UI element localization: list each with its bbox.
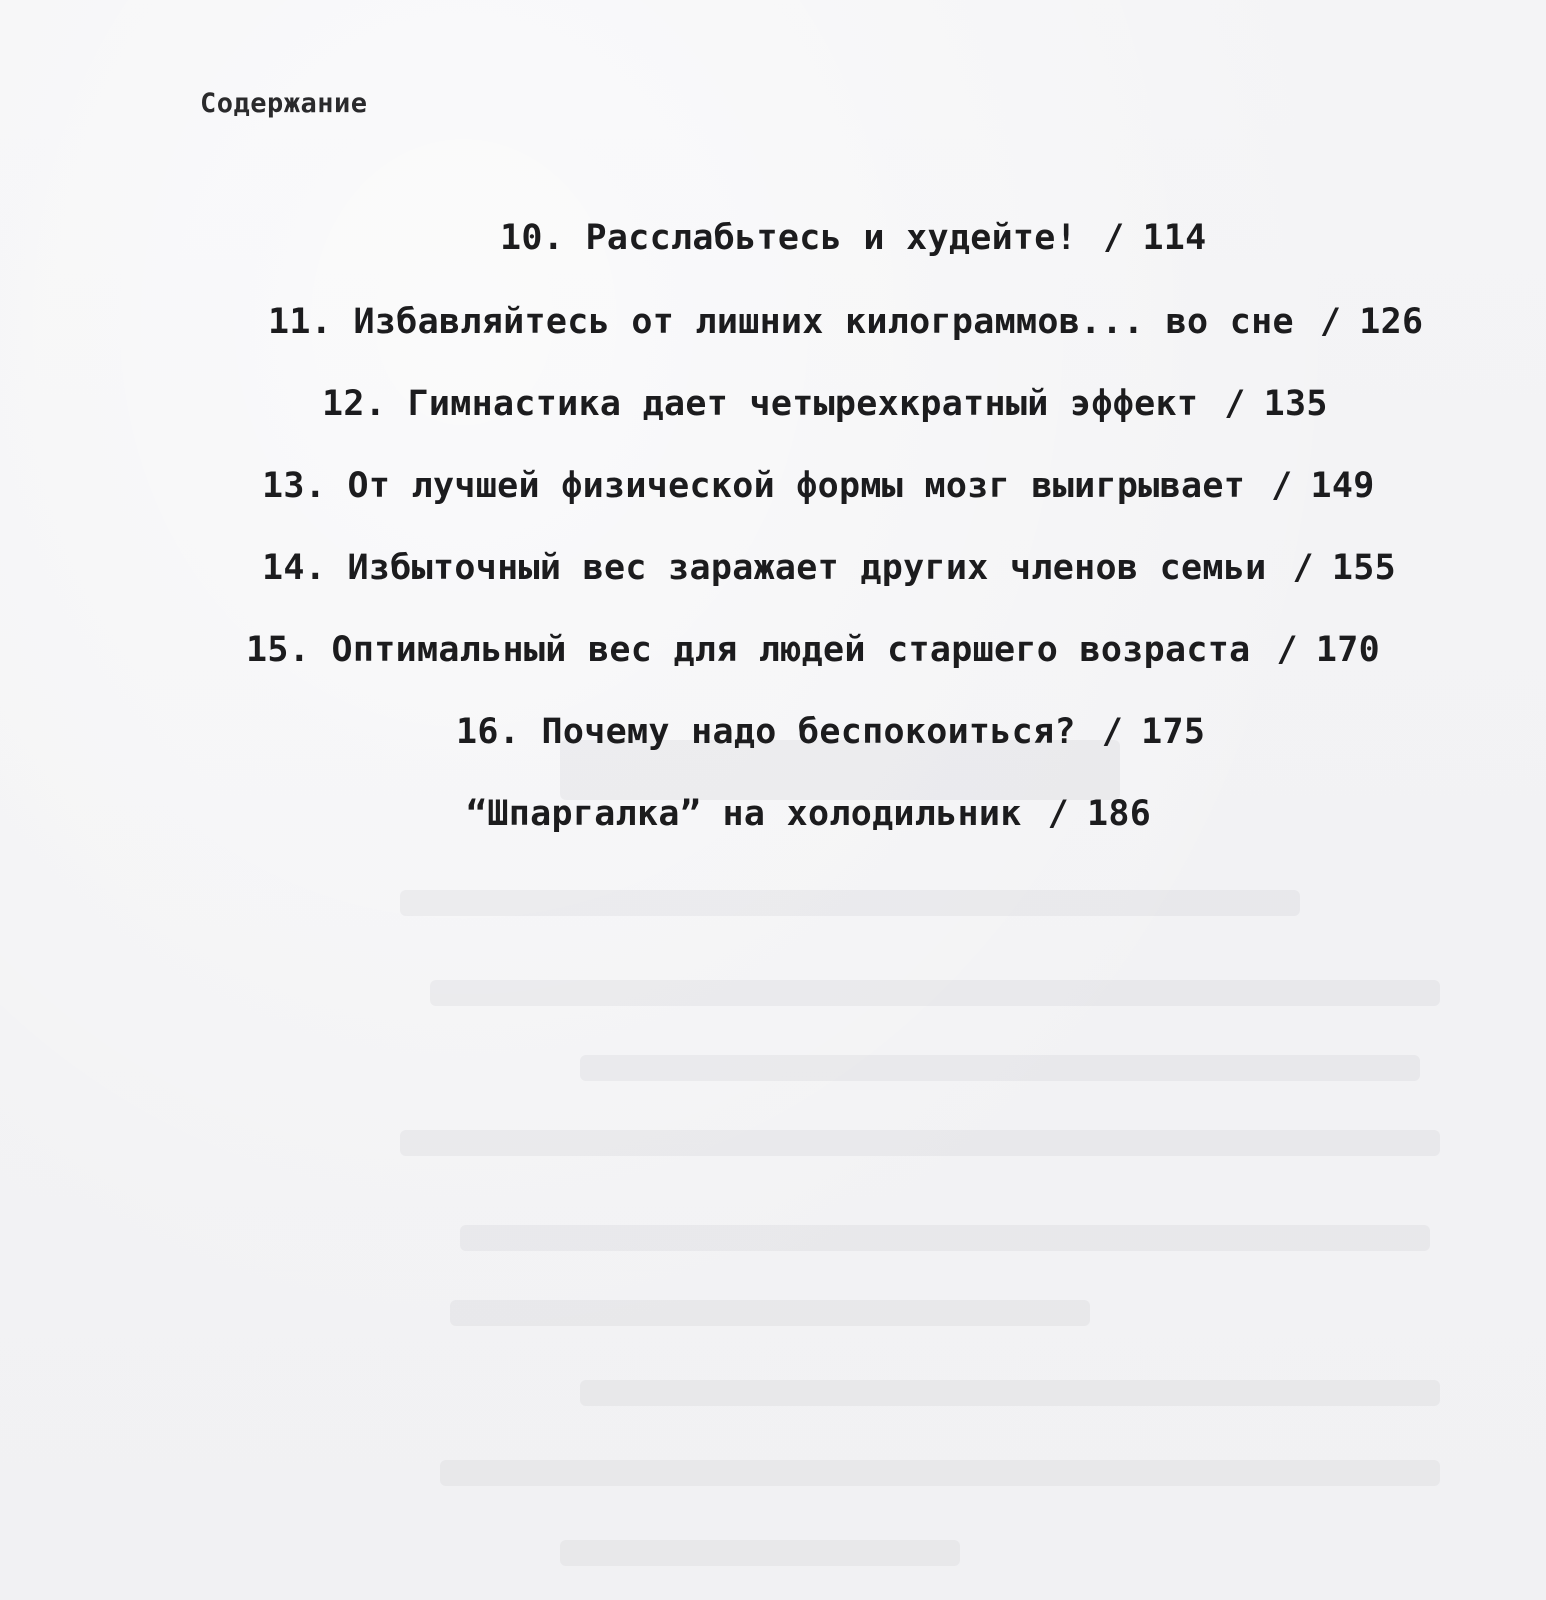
toc-entry <box>322 380 1328 428</box>
toc-entry-title: От лучшей физической формы мозг выигрывает <box>347 466 1246 506</box>
toc-entry-title: “Шпаргалка” на холодильник <box>466 794 1022 834</box>
toc-entry-page: 186 <box>1087 794 1152 834</box>
toc-entry-page: 170 <box>1315 630 1380 670</box>
toc-entry-number: 10. <box>500 218 565 258</box>
toc-entry-number: 13. <box>262 466 327 506</box>
toc-entry-number: 11. <box>268 302 333 342</box>
toc-separator: / <box>1103 218 1125 258</box>
toc-entry-title: Избыточный вес заражает других членов семьи <box>347 548 1267 588</box>
toc-separator: / <box>1047 794 1070 834</box>
toc-separator: / <box>1224 384 1246 424</box>
toc-separator: / <box>1276 630 1298 670</box>
toc-entry-title: Расслабьтесь и худейте! <box>585 218 1078 258</box>
toc-entry <box>456 708 1205 756</box>
toc-entry-title: Избавляйтесь от лишних килограммов... во сне <box>353 302 1294 342</box>
toc-entry <box>262 462 1375 510</box>
toc-entry-page: 135 <box>1263 384 1328 424</box>
toc-entry-title: Почему надо беспокоиться? <box>541 712 1076 752</box>
toc-entry-page: 155 <box>1331 548 1396 588</box>
toc-entry <box>466 790 1151 838</box>
toc-entry-number: 15. <box>246 630 311 670</box>
toc-entry-number: 16. <box>456 712 521 752</box>
toc-separator: / <box>1101 712 1124 752</box>
toc-entry <box>262 544 1396 592</box>
toc-entry <box>246 626 1380 674</box>
toc-entry-number: 12. <box>322 384 387 424</box>
toc-entry-page: 126 <box>1359 302 1424 342</box>
toc-entry-page: 114 <box>1142 218 1207 258</box>
toc-entry-number: 14. <box>262 548 327 588</box>
page-header: Содержание <box>200 88 368 119</box>
toc-entry-page: 175 <box>1141 712 1206 752</box>
toc-separator: / <box>1292 548 1314 588</box>
toc-separator: / <box>1271 466 1293 506</box>
toc-separator: / <box>1319 302 1342 342</box>
toc-entry-title: Гимнастика дает четырехкратный эффект <box>407 384 1199 424</box>
toc-entry <box>500 214 1207 262</box>
toc-entry <box>268 298 1423 346</box>
toc-entry-page: 149 <box>1310 466 1375 506</box>
toc-entry-title: Оптимальный вес для людей старшего возраста <box>331 630 1251 670</box>
